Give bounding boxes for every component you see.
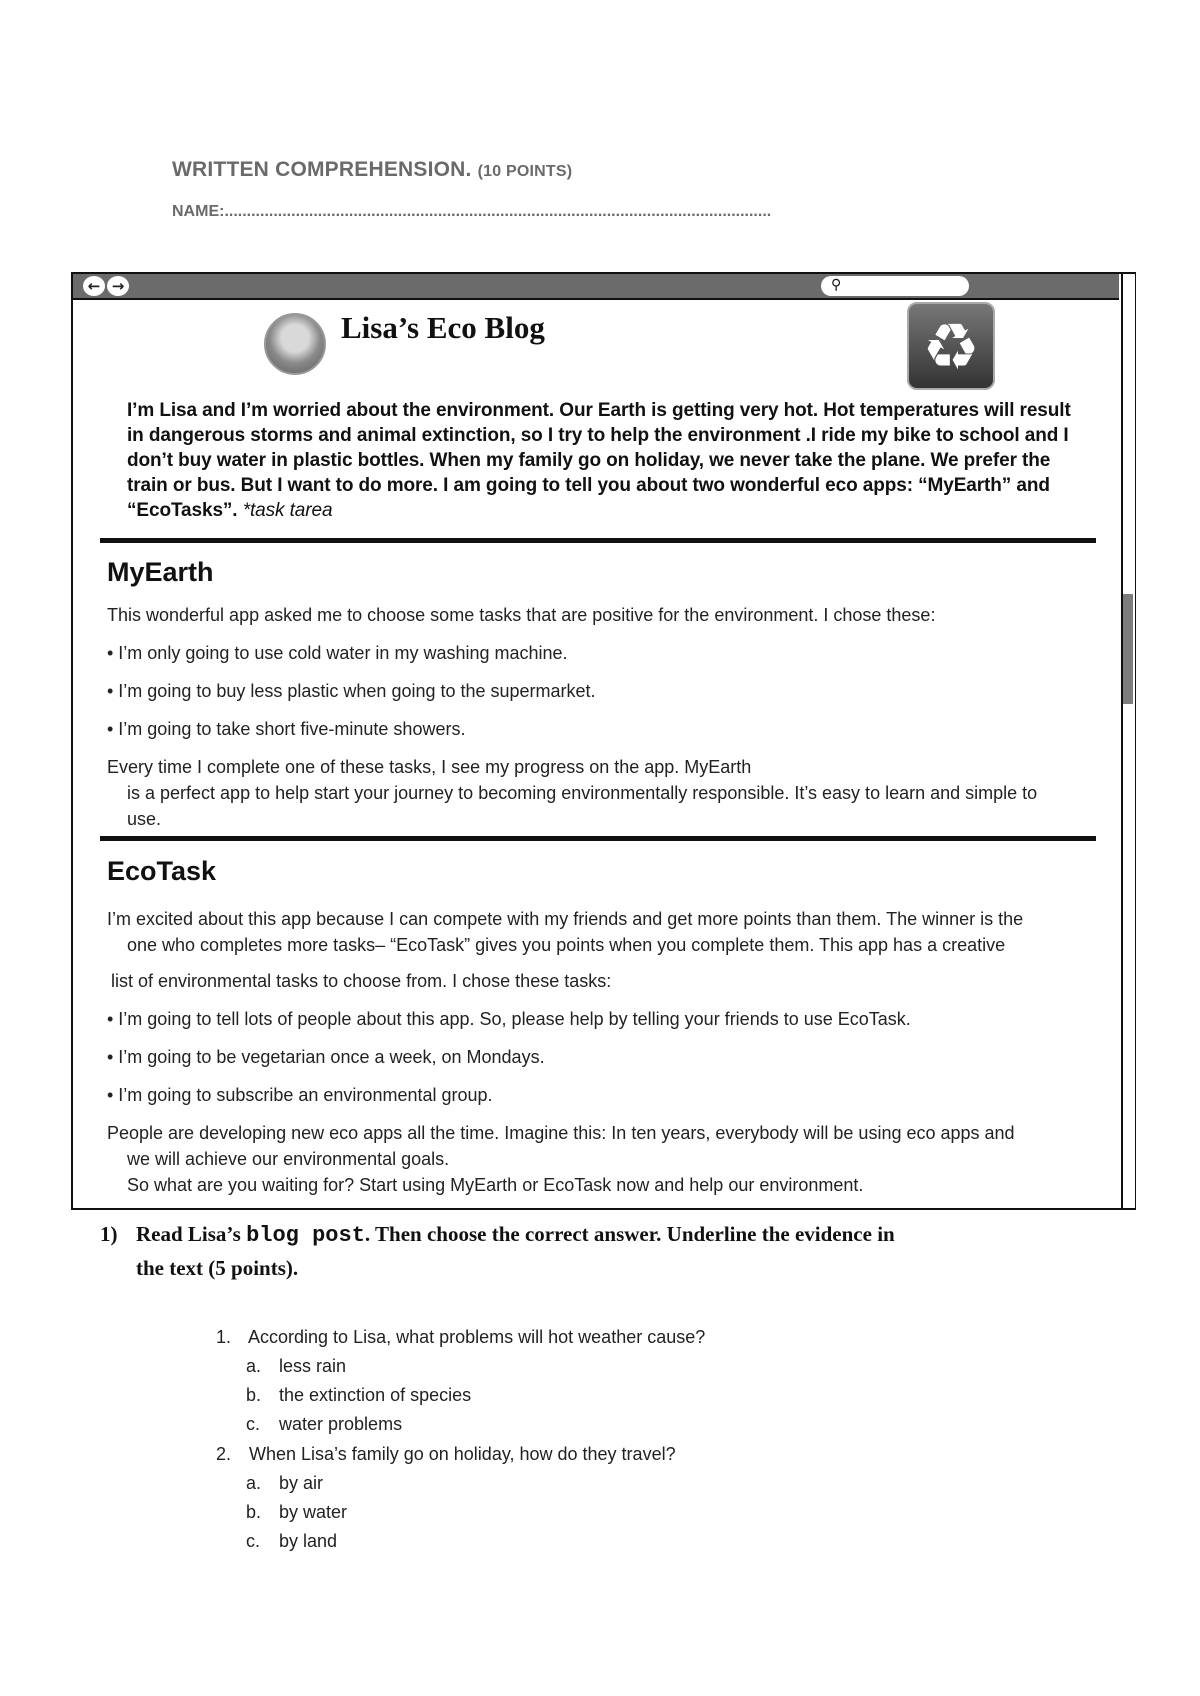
option-letter: c. (246, 1414, 261, 1434)
option-letter: b. (246, 1385, 262, 1405)
scrollbar[interactable] (1121, 274, 1135, 1208)
exercise-number: 1) (100, 1222, 118, 1246)
ecotask-closing-1: People are developing new eco apps all the time. Imagine this: In ten years, everybody will be using eco apps and (107, 1123, 1015, 1143)
question (216, 1322, 705, 1352)
recycle-icon: ♻ (907, 302, 995, 390)
worksheet-points: (10 POINTS) (477, 163, 573, 180)
section-title-myearth: MyEarth (107, 557, 214, 587)
answer-option[interactable] (216, 1381, 705, 1410)
ecotask-lead-2: one who completes more tasks– “EcoTask” gives you points when you complete them. This app has a creative (127, 935, 1006, 955)
question-text: According to Lisa, what problems will hot weather cause? (248, 1327, 706, 1347)
list-item: • I’m going to buy less plastic when going to the supermarket. (107, 681, 596, 701)
myearth-lead: This wonderful app asked me to choose some tasks that are positive for the environment. I chose these: (107, 605, 936, 625)
divider (100, 538, 1096, 543)
answer-option[interactable] (216, 1527, 705, 1556)
list-item: • I’m only going to use cold water in my washing machine. (107, 643, 568, 663)
answer-option[interactable] (216, 1352, 705, 1381)
browser-window (71, 272, 1136, 1210)
answer-option[interactable] (216, 1410, 705, 1439)
exercise-text-b: blog post (246, 1223, 365, 1248)
name-line: NAME:........................................................................................................................... (172, 203, 772, 220)
option-text: by land (279, 1531, 338, 1551)
section-title-ecotask: EcoTask (107, 856, 217, 886)
option-text: by air (279, 1473, 324, 1493)
myearth-closing-2: is a perfect app to help start your journey to becoming environmentally responsible. It’s easy to learn and simple to use. (127, 783, 1038, 829)
option-letter: a. (246, 1473, 262, 1493)
blog-title: Lisa’s Eco Blog (341, 310, 545, 345)
worksheet-title (172, 158, 572, 182)
option-text: water problems (279, 1414, 403, 1434)
myearth-closing-1: Every time I complete one of these tasks, I see my progress on the app. MyEarth (107, 757, 752, 777)
scrollbar-thumb[interactable] (1123, 594, 1133, 704)
blog-intro-text: I’m Lisa and I’m worried about the environment. Our Earth is getting very hot. Hot temperatures will result in dangerous storms and animal extinction, so I try to help the environment .I ride my bike to school and I don’t buy water in plastic bottles. When my family go on holiday, we never take the plane. We prefer the train or bus. But I want to do more. I am going to tell you about two wonderful eco apps: “MyEarth” and “EcoTasks”. (127, 400, 1071, 521)
ecotask-closing-2: we will achieve our environmental goals. (127, 1149, 450, 1169)
browser-toolbar (73, 274, 1119, 300)
exercise-heading (100, 1218, 1060, 1284)
exercise-text-c: . Then choose the correct answer. Underline the evidence in (364, 1222, 895, 1246)
exercise-text-a: Read Lisa’s (136, 1222, 241, 1246)
option-letter: c. (246, 1531, 261, 1551)
option-letter: b. (246, 1502, 262, 1522)
list-item: • I’m going to subscribe an environmental group. (107, 1085, 493, 1105)
answer-option[interactable] (216, 1498, 705, 1527)
question-number: 2. (216, 1444, 232, 1464)
list-item: • I’m going to take short five-minute showers. (107, 719, 466, 739)
search-input[interactable] (821, 276, 969, 296)
question-number: 1. (216, 1327, 232, 1347)
option-text: by water (279, 1502, 348, 1522)
worksheet-title-text: WRITTEN COMPREHENSION. (172, 158, 472, 181)
question (216, 1439, 705, 1469)
question-text: When Lisa’s family go on holiday, how do they travel? (249, 1444, 676, 1464)
right-arrow-icon[interactable]: → (107, 276, 129, 296)
exercise-text-d: the text (5 points). (136, 1256, 299, 1280)
myearth-closing (107, 754, 1067, 832)
option-letter: a. (246, 1356, 262, 1376)
blog-intro (127, 398, 1087, 523)
ecotask-closing (107, 1120, 1087, 1198)
option-text: the extinction of species (279, 1385, 472, 1405)
list-item: • I’m going to tell lots of people about this app. So, please help by telling your friends to use EcoTask. (107, 1009, 911, 1029)
ecotask-lead (107, 906, 1107, 958)
left-arrow-icon[interactable]: ← (83, 276, 105, 296)
magnifier-icon[interactable]: ⚲ (831, 277, 842, 293)
ecotask-closing-3: So what are you waiting for? Start using MyEarth or EcoTask now and help our environment. (127, 1175, 864, 1195)
answer-option[interactable] (216, 1469, 705, 1498)
question-list (216, 1322, 705, 1556)
option-text: less rain (279, 1356, 347, 1376)
divider (100, 836, 1096, 841)
blog-intro-note: *task tarea (242, 500, 333, 521)
ecotask-lead-1: I’m excited about this app because I can compete with my friends and get more points than them. The winner is the (107, 909, 1024, 929)
avatar (264, 313, 326, 375)
ecotask-lead-3: list of environmental tasks to choose from. I chose these tasks: (111, 971, 612, 991)
list-item: • I’m going to be vegetarian once a week, on Mondays. (107, 1047, 545, 1067)
